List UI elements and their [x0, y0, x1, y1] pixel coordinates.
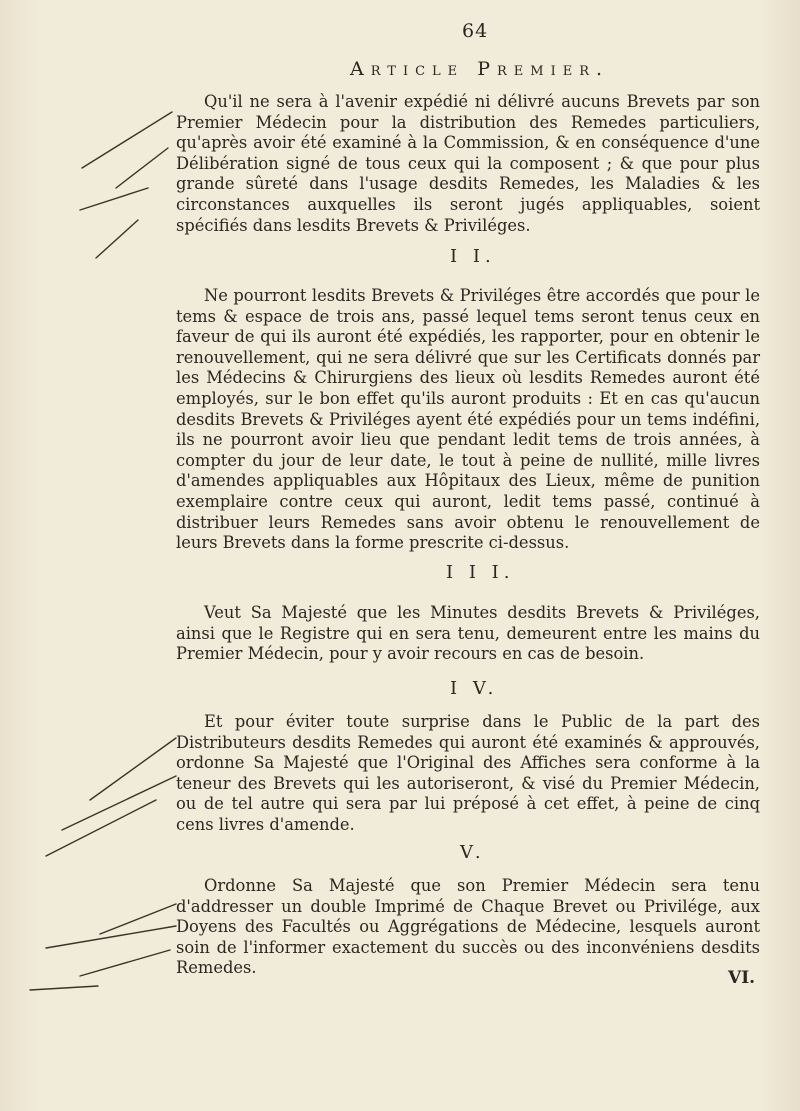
paragraph-text: Ne pourront lesdits Brevets & Priviléges être accordés que pour le tems & espace de trois ans, passé lequel tems seront tenus ceux en faveur de qui ils auront été expédiés, les rapporter, pour en obtenir le renouvellement, qui ne sera délivré que sur les Certificats donnés par les Médecins & Chirurgiens des lieux où lesdits Remedes auront été employés, sur le bon effet qu'ils auront produits : Et en cas qu'aucun desdits Brevets & Priviléges ayent été expédiés pour un tems indéfini, ils ne pourront avoir lieu que pendant ledit tems de trois années, à compter du jour de leur date, le tout à peine de nullité, mille livres d'amendes appliquables aux Hôpitaux des Lieux, même de punition exemplaire contre ceux qui auront, ledit tems passé, continué à distribuer leurs Remedes sans avoir obtenu le renouvellement de leurs Brevets dans la forme prescrite ci-dessus. — [176, 286, 760, 553]
pen-stroke — [62, 776, 176, 830]
paragraph-text: Et pour éviter toute surprise dans le Public de la part des Distributeurs desdits Remedes qui auront été examinés & approuvés, ordonne Sa Majesté que l'Original des Affiches sera conforme à la teneur des Brevets qui les autoriseront, & visé du Premier Médecin, ou de tel autre qui sera par lui préposé à cet effet, à peine de cinq cens livres d'amende. — [176, 712, 760, 834]
pen-stroke — [46, 800, 156, 856]
section-number-5: V. — [460, 842, 486, 863]
paragraph-text: Ordonne Sa Majesté que son Premier Médecin sera tenu d'addresser un double Imprimé de Chaque Brevet ou Privilége, aux Doyens des Facultés ou Aggrégations de Médecine, lesquels auront soin de l'informer exactement du succès ou des inconvéniens desdits Remedes. — [176, 876, 760, 978]
article-heading: Article Premier. — [350, 58, 610, 80]
pen-stroke — [30, 986, 98, 990]
pen-stroke — [82, 112, 172, 168]
section-number-2: I I. — [450, 246, 496, 267]
paragraph-text: Qu'il ne sera à l'avenir expédié ni délivré aucuns Brevets par son Premier Médecin pour la distribution des Remedes particuliers, qu'après avoir été examiné à la Commission, & en conséquence d'une Délibération signé de tous ceux qui la composent ; & que pour plus grande sûreté dans l'usage desdits Remedes, les Maladies & les circonstances auxquelles ils seront jugés appliquables, soient spécifiés dans lesdits Brevets & Priviléges. — [176, 92, 760, 235]
pen-stroke — [96, 220, 138, 258]
page-number: 64 — [462, 20, 489, 42]
pen-stroke — [116, 148, 168, 188]
pen-stroke — [80, 188, 148, 210]
paragraph-text: Veut Sa Majesté que les Minutes desdits Brevets & Priviléges, ainsi que le Registre qui en sera tenu, demeurent entre les mains du Premier Médecin, pour y avoir recours en cas de besoin. — [176, 603, 760, 664]
pen-stroke — [80, 950, 170, 976]
pen-stroke — [100, 904, 176, 934]
section-number-4: I V. — [450, 678, 499, 699]
section-number-3: I I I. — [446, 562, 515, 583]
pen-stroke — [90, 738, 176, 800]
catchword: VI. — [728, 968, 756, 988]
